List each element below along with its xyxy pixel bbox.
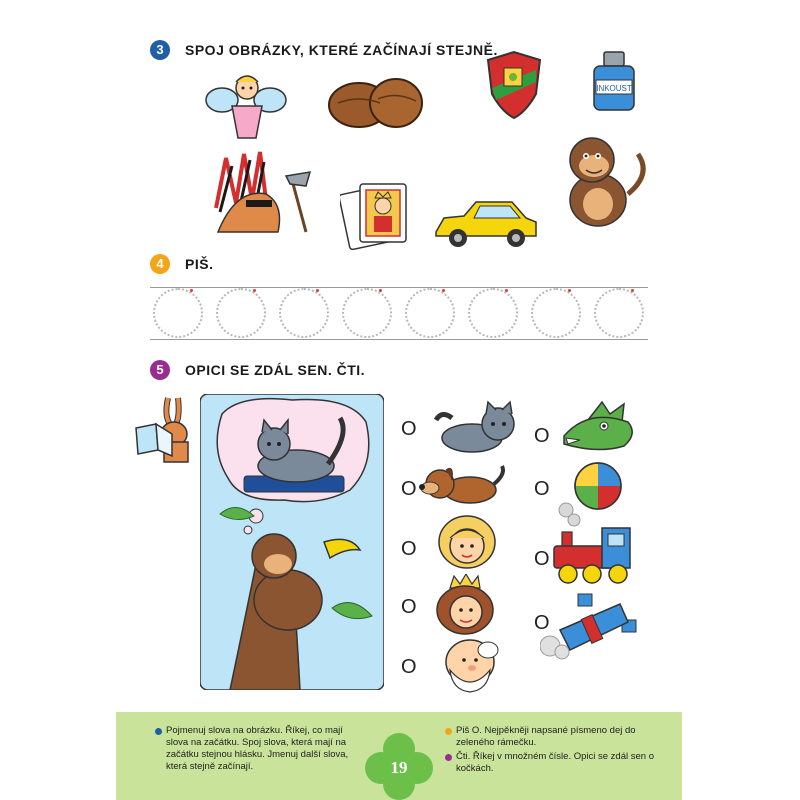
monkey-dream-scene [200, 394, 384, 690]
task-4-title: PIŠ. [185, 256, 214, 272]
page-number: 19 [390, 758, 408, 777]
playing-cards-picture[interactable] [340, 178, 416, 250]
start-dot [442, 289, 445, 292]
trace-letter-o[interactable] [153, 288, 203, 338]
trace-letter-o[interactable] [405, 288, 455, 338]
task-3-title: SPOJ OBRÁZKY, KTERÉ ZAČÍNAJÍ STEJNĚ. [185, 42, 498, 58]
nuts-picture[interactable] [326, 73, 426, 133]
start-dot [568, 289, 571, 292]
task-3-number: 3 [150, 40, 170, 60]
writing-line-bottom [150, 339, 648, 340]
dog-picture [418, 460, 508, 512]
monkey-picture[interactable] [548, 134, 648, 232]
native-chief-picture[interactable] [206, 148, 322, 236]
trace-letter-o[interactable] [342, 288, 392, 338]
instruction-task-4: Piš O. Nejpěkněji napsané písmeno dej do zeleného rámečku. [456, 725, 636, 748]
start-dot [631, 289, 634, 292]
answer-mark[interactable]: O [534, 612, 550, 634]
dragon-picture [558, 400, 640, 456]
cat-picture [432, 400, 520, 456]
start-dot [379, 289, 382, 292]
task-5-number: 5 [150, 360, 170, 380]
bullet-purple [445, 754, 452, 761]
train-picture [546, 500, 636, 588]
reading-bunny-icon [134, 394, 202, 464]
answer-mark[interactable]: O [534, 548, 550, 570]
start-dot [253, 289, 256, 292]
answer-mark[interactable]: O [401, 656, 417, 678]
task-5-title: OPICI SE ZDÁL SEN. ČTI. [185, 362, 366, 378]
start-dot [190, 289, 193, 292]
task-4-number: 4 [150, 254, 170, 274]
trace-letter-o[interactable] [216, 288, 266, 338]
answer-mark[interactable]: O [534, 478, 550, 500]
trace-letter-o[interactable] [279, 288, 329, 338]
girl-picture [436, 514, 498, 570]
car-picture[interactable] [430, 196, 540, 250]
writing-line-top [150, 287, 648, 288]
instruction-task-5: Čti. Říkej v množném čísle. Opici se zdál sen o kočkách. [456, 751, 654, 774]
answer-mark[interactable]: O [401, 478, 417, 500]
trace-letter-o[interactable] [594, 288, 644, 338]
old-man-picture [436, 636, 502, 694]
cannon-picture [540, 590, 640, 664]
ink-label: INKOUST [596, 84, 632, 93]
trace-letter-o[interactable] [468, 288, 518, 338]
answer-mark[interactable]: O [401, 538, 417, 560]
answer-mark[interactable]: O [401, 596, 417, 618]
instruction-task-3: Pojmenuj slova na obrázku. Říkej, co mají slova na začátku. Spoj slova, která mají na začátku stejnou hlásku. Jmenuj další slova, která stejně začínají. [166, 725, 349, 772]
trace-letter-o[interactable] [531, 288, 581, 338]
start-dot [316, 289, 319, 292]
answer-mark[interactable]: O [401, 418, 417, 440]
ink-bottle-picture[interactable] [590, 50, 638, 114]
answer-mark[interactable]: O [534, 425, 550, 447]
shield-picture[interactable] [484, 48, 544, 122]
angel-picture[interactable] [204, 66, 290, 142]
princess-picture [430, 574, 500, 638]
bullet-blue [155, 728, 162, 735]
start-dot [505, 289, 508, 292]
bullet-orange [445, 728, 452, 735]
